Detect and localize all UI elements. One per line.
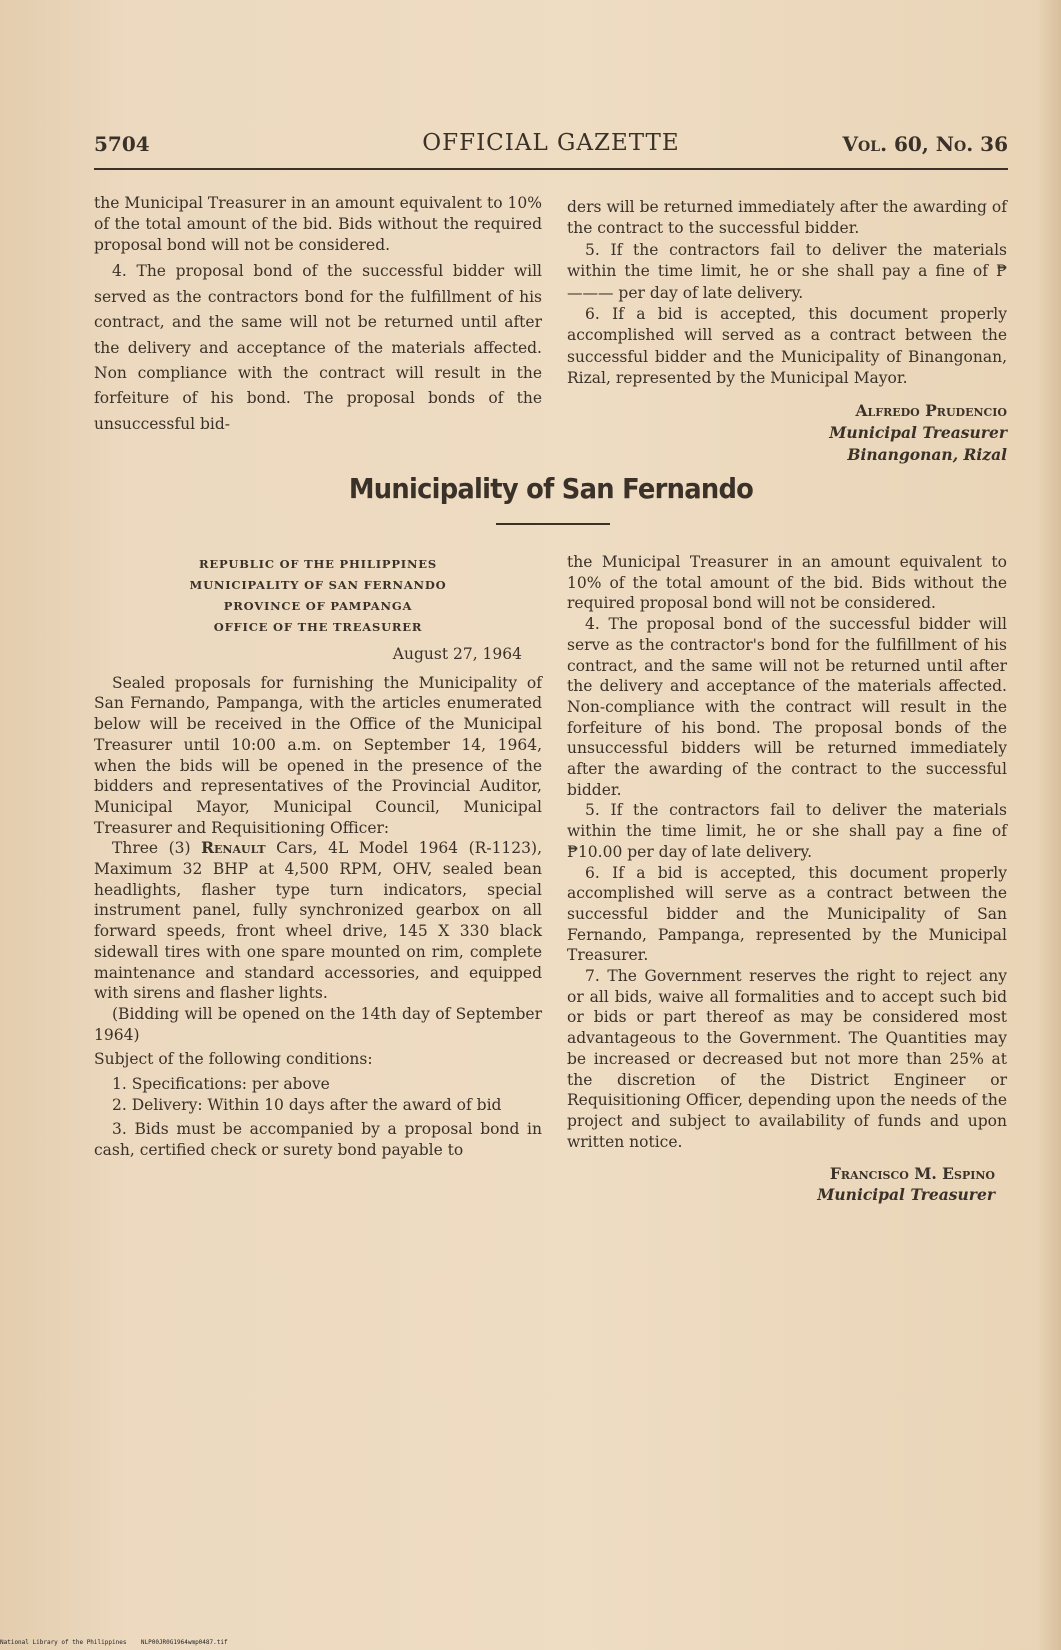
heading-line: PROVINCE OF PAMPANGA xyxy=(223,599,413,613)
heading-line: OFFICE OF THE TREASURER xyxy=(213,620,423,634)
bottom-right-column xyxy=(567,552,1007,1206)
text-run: Three (3) xyxy=(112,839,202,858)
signatory-title: Municipal Treasurer xyxy=(829,422,1007,442)
paragraph: the Municipal Treasurer in an amount equivalent to 10% of the total amount of the bid. Bids without the required proposal bond will not be considered. xyxy=(94,194,542,254)
paragraph: 6. If a bid is accepted, this document properly accomplished will serve as a contract between the successful bidder and the Municipality of San Fernando, Pampanga, represented by the Municipal Treasurer. xyxy=(567,863,1007,965)
list-item: 1. Specifications: per above xyxy=(112,1075,330,1094)
paragraph: Subject of the following conditions: xyxy=(94,1050,373,1069)
paragraph: ders will be returned immediately after the awarding of the contract to the successful bidder. xyxy=(567,198,1007,238)
text-run: Cars, 4L Model 1964 (R-1123), Maximum 32 BHP at 4,500 RPM, OHV, sealed bean headlights, flasher type turn indicators, special instrument panel, fully synchronized gearbox on all forward speeds, front wheel drive, 145 X 330 black sidewall tires with one spare mounted on rim, complete maintenance and standard accessories, and equipped with sirens and flasher lights. xyxy=(94,839,542,1003)
list-item: 3. Bids must be accompanied by a proposal bond in cash, certified check or surety bond payable to xyxy=(94,1120,542,1160)
paragraph: 4. The proposal bond of the successful bidder will served as the contractors bond for the fulfillment of his contract, and the same will not be returned until after the delivery and acceptance of the materials affected. Non compliance with the contract will result in the forfeiture of his bond. The proposal bonds of the unsuccessful bid- xyxy=(94,262,542,433)
signatory-title: Municipal Treasurer xyxy=(817,1185,995,1205)
list-item: 2. Delivery: Within 10 days after the award of bid xyxy=(112,1095,502,1114)
paragraph xyxy=(94,838,542,1004)
heading-line: REPUBLIC OF THE PHILIPPINES xyxy=(199,557,437,571)
bottom-left-column xyxy=(94,554,542,1161)
paragraph: 5. If the contractors fail to deliver the materials within the time limit, he or she shall pay a fine of ₱10.00 per day of late delivery. xyxy=(567,801,1007,861)
top-left-column xyxy=(94,193,542,437)
signatory-name: Francisco M. Espino xyxy=(829,1164,995,1184)
paragraph: Sealed proposals for furnishing the Municipality of San Fernando, Pampanga, with the articles enumerated below will be received in the Office of the Municipal Treasurer until 10:00 a.m. on September 14, 1964, when the bids will be opened in the presence of the bidders and representatives of the Provincial Auditor, Municipal Mayor, Municipal Council, Municipal Treasurer and Requisitioning Officer: xyxy=(94,673,542,837)
paragraph: 7. The Government reserves the right to reject any or all bids, waive all formalities and to accept such bid or bids or part thereof as may be considered most advantageous to the Government. The Quantities may be increased or decreased but not more than 25% at the discretion of the District Engineer or Requisitioning Officer, depending upon the needs of the project and subject to availability of funds and upon written notice. xyxy=(567,967,1007,1151)
signature-block xyxy=(567,1164,1007,1205)
paragraph: (Bidding will be opened on the 14th day of September 1964) xyxy=(94,1004,542,1044)
top-right-column xyxy=(567,197,1007,466)
paragraph: 5. If the contractors fail to deliver the materials within the time limit, he or she shall pay a fine of ₱——— per day of late delivery. xyxy=(567,240,1007,302)
page-number: 5704 xyxy=(94,132,150,156)
volume-number: Vol. 60, No. 36 xyxy=(842,132,1008,156)
signature-block xyxy=(567,400,1007,466)
office-heading xyxy=(94,554,542,638)
paragraph: the Municipal Treasurer in an amount equivalent to 10% of the total amount of the bid. Bids without the required proposal bond will not be considered. xyxy=(567,553,1007,613)
signatory-name: Alfredo Prudencio xyxy=(855,400,1007,420)
section-title: Municipality of San Fernando xyxy=(348,472,754,505)
page-edge-shadow xyxy=(1037,0,1061,1650)
brand-name: Renault xyxy=(201,838,266,858)
notice-date: August 27, 1964 xyxy=(392,645,522,663)
signatory-place: Binangonan, Rizal xyxy=(847,444,1007,464)
paragraph: 4. The proposal bond of the successful bidder will serve as the contractor's bond for the fulfillment of his contract, and the same will not be returned until after the delivery and acceptance of the materials affected. Non-compliance with the contract will result in the forfeiture of his bond. The proposal bonds of the unsuccessful bidders will be returned immediately after the awarding of the contract to the successful bidder. xyxy=(567,615,1007,799)
heading-line: MUNICIPALITY OF SAN FERNANDO xyxy=(189,578,447,592)
page-header xyxy=(94,132,1008,162)
paragraph: 6. If a bid is accepted, this document properly accomplished will served as a contract between the successful bidder and the Municipality of Binangonan, Rizal, represented by the Municipal Mayor. xyxy=(567,305,1007,388)
scan-footer: National Library of the Philippines NLP00JR0G1964wmp0487.tif xyxy=(0,1639,228,1646)
publication-title: OFFICIAL GAZETTE xyxy=(422,130,680,156)
header-rule xyxy=(94,168,1008,170)
title-rule xyxy=(496,523,610,525)
